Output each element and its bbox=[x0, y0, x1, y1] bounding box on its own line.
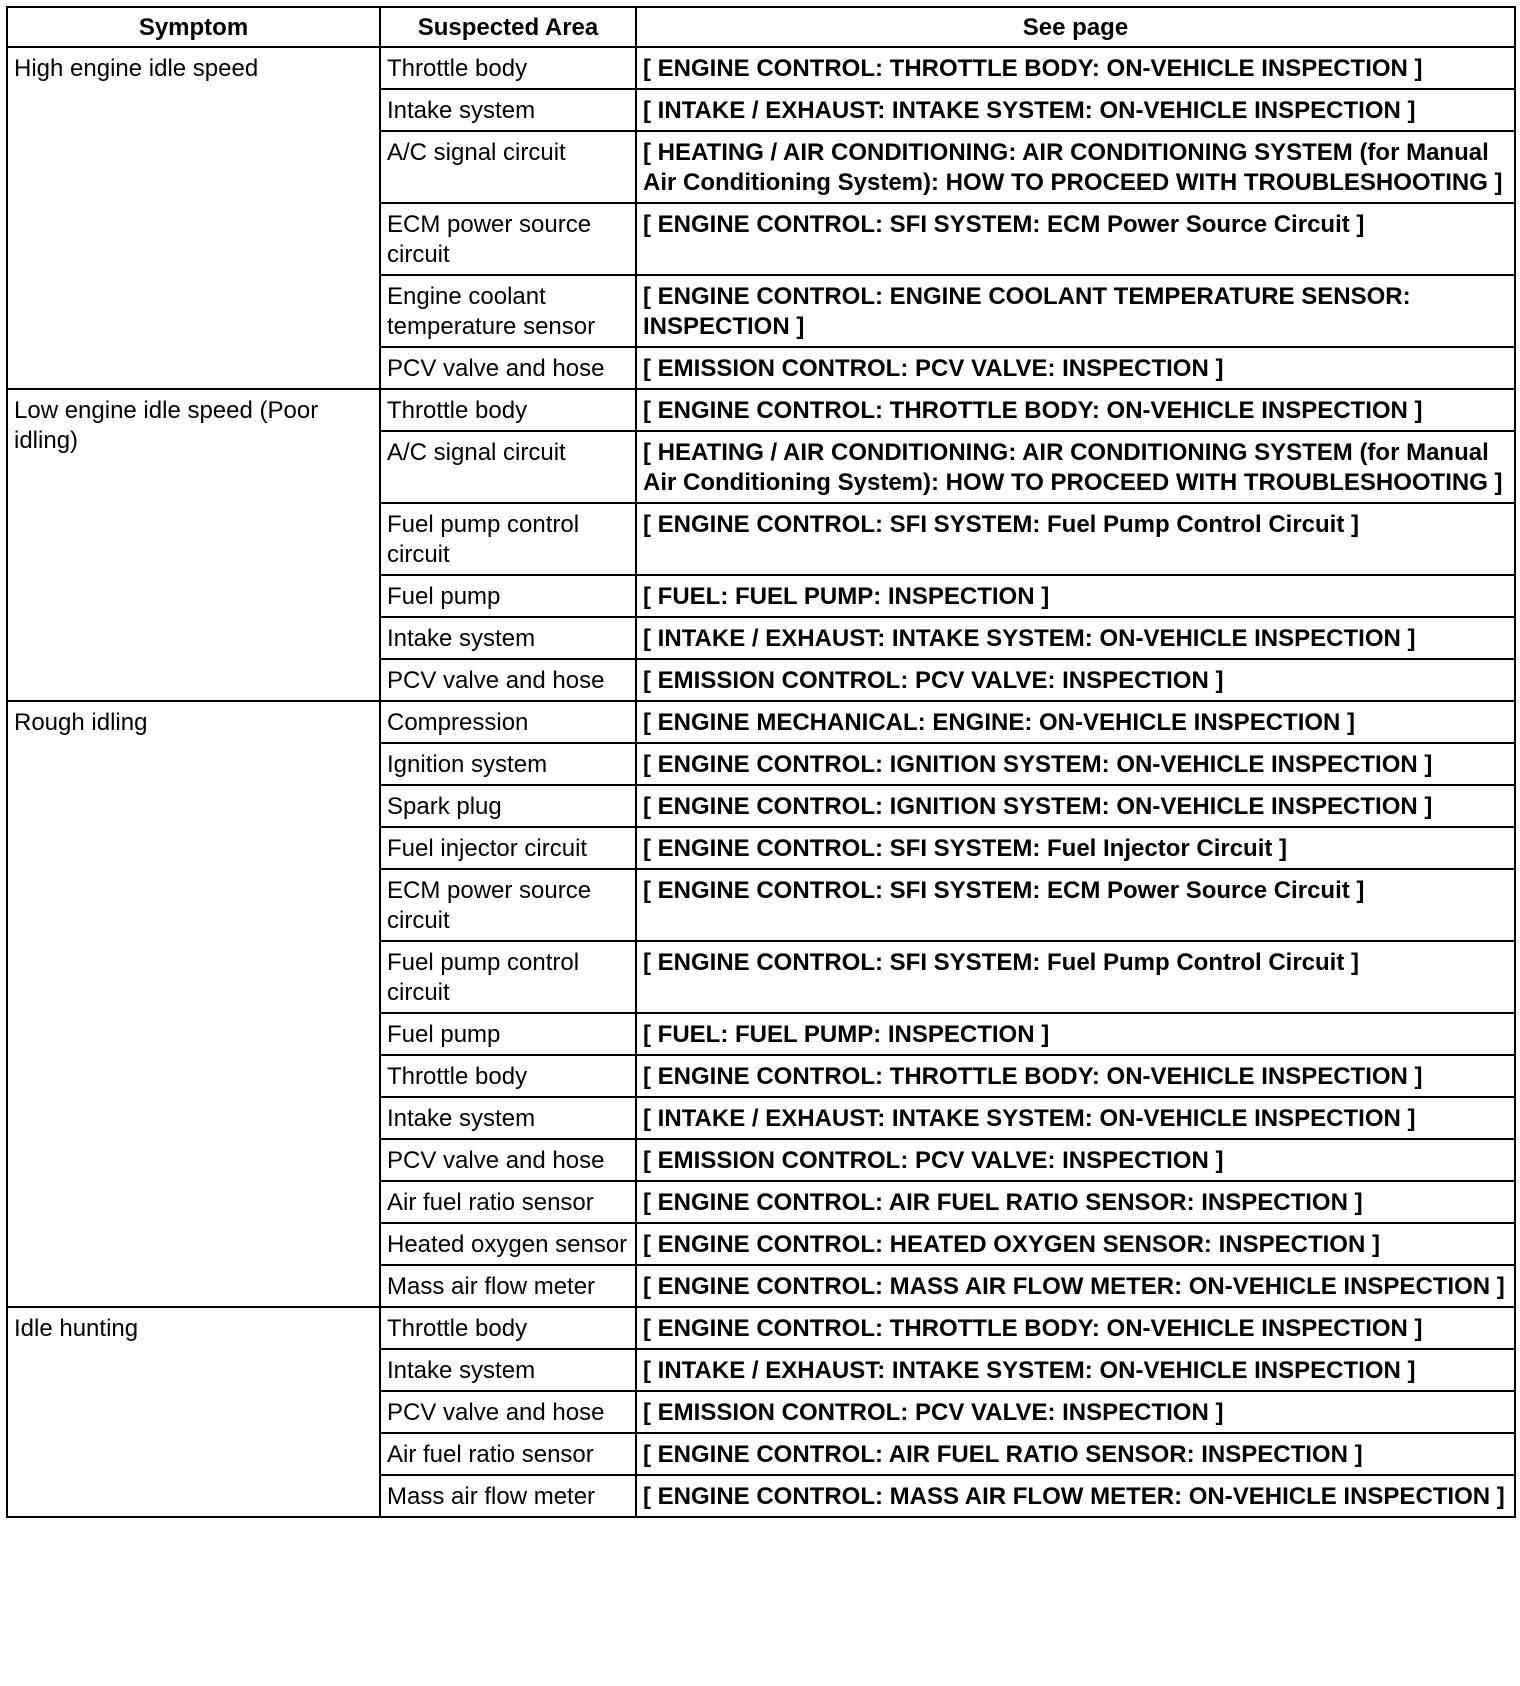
table-body bbox=[7, 47, 1515, 1517]
see-page-reference-link[interactable]: [ INTAKE / EXHAUST: INTAKE SYSTEM: ON-VEHICLE INSPECTION ] bbox=[636, 1097, 1515, 1139]
suspected-area-cell: PCV valve and hose bbox=[380, 659, 636, 701]
see-page-reference-link[interactable]: [ INTAKE / EXHAUST: INTAKE SYSTEM: ON-VEHICLE INSPECTION ] bbox=[636, 1349, 1515, 1391]
suspected-area-cell: Throttle body bbox=[380, 389, 636, 431]
see-page-reference-link[interactable]: [ EMISSION CONTROL: PCV VALVE: INSPECTION ] bbox=[636, 1139, 1515, 1181]
see-page-reference-link[interactable]: [ ENGINE CONTROL: IGNITION SYSTEM: ON-VEHICLE INSPECTION ] bbox=[636, 785, 1515, 827]
see-page-reference-link[interactable]: [ ENGINE CONTROL: AIR FUEL RATIO SENSOR: INSPECTION ] bbox=[636, 1181, 1515, 1223]
see-page-reference-link[interactable]: [ ENGINE CONTROL: SFI SYSTEM: ECM Power Source Circuit ] bbox=[636, 203, 1515, 275]
suspected-area-cell: PCV valve and hose bbox=[380, 1139, 636, 1181]
see-page-reference-link[interactable]: [ EMISSION CONTROL: PCV VALVE: INSPECTION ] bbox=[636, 1391, 1515, 1433]
see-page-reference-link[interactable]: [ ENGINE CONTROL: THROTTLE BODY: ON-VEHICLE INSPECTION ] bbox=[636, 47, 1515, 89]
suspected-area-cell: Compression bbox=[380, 701, 636, 743]
suspected-area-cell: Air fuel ratio sensor bbox=[380, 1433, 636, 1475]
table-row bbox=[7, 1307, 1515, 1349]
suspected-area-cell: Intake system bbox=[380, 89, 636, 131]
suspected-area-cell: Air fuel ratio sensor bbox=[380, 1181, 636, 1223]
see-page-reference-link[interactable]: [ FUEL: FUEL PUMP: INSPECTION ] bbox=[636, 1013, 1515, 1055]
see-page-reference-link[interactable]: [ ENGINE CONTROL: SFI SYSTEM: Fuel Pump Control Circuit ] bbox=[636, 503, 1515, 575]
suspected-area-cell: A/C signal circuit bbox=[380, 431, 636, 503]
table-row bbox=[7, 47, 1515, 89]
see-page-reference-link[interactable]: [ ENGINE CONTROL: HEATED OXYGEN SENSOR: INSPECTION ] bbox=[636, 1223, 1515, 1265]
see-page-reference-link[interactable]: [ ENGINE CONTROL: THROTTLE BODY: ON-VEHICLE INSPECTION ] bbox=[636, 389, 1515, 431]
see-page-reference-link[interactable]: [ INTAKE / EXHAUST: INTAKE SYSTEM: ON-VEHICLE INSPECTION ] bbox=[636, 617, 1515, 659]
see-page-reference-link[interactable]: [ ENGINE CONTROL: THROTTLE BODY: ON-VEHICLE INSPECTION ] bbox=[636, 1055, 1515, 1097]
suspected-area-cell: Spark plug bbox=[380, 785, 636, 827]
see-page-reference-link[interactable]: [ ENGINE CONTROL: SFI SYSTEM: ECM Power Source Circuit ] bbox=[636, 869, 1515, 941]
see-page-reference-link[interactable]: [ ENGINE CONTROL: MASS AIR FLOW METER: ON-VEHICLE INSPECTION ] bbox=[636, 1265, 1515, 1307]
suspected-area-cell: Engine coolant temperature sensor bbox=[380, 275, 636, 347]
see-page-reference-link[interactable]: [ EMISSION CONTROL: PCV VALVE: INSPECTION ] bbox=[636, 347, 1515, 389]
suspected-area-cell: Ignition system bbox=[380, 743, 636, 785]
suspected-area-cell: Fuel injector circuit bbox=[380, 827, 636, 869]
suspected-area-cell: Intake system bbox=[380, 1349, 636, 1391]
see-page-reference-link[interactable]: [ ENGINE MECHANICAL: ENGINE: ON-VEHICLE INSPECTION ] bbox=[636, 701, 1515, 743]
suspected-area-cell: Mass air flow meter bbox=[380, 1265, 636, 1307]
suspected-area-cell: Mass air flow meter bbox=[380, 1475, 636, 1517]
suspected-area-cell: Heated oxygen sensor bbox=[380, 1223, 636, 1265]
header-see-page: See page bbox=[636, 7, 1515, 47]
suspected-area-cell: Throttle body bbox=[380, 47, 636, 89]
see-page-reference-link[interactable]: [ ENGINE CONTROL: IGNITION SYSTEM: ON-VEHICLE INSPECTION ] bbox=[636, 743, 1515, 785]
see-page-reference-link[interactable]: [ ENGINE CONTROL: SFI SYSTEM: Fuel Injector Circuit ] bbox=[636, 827, 1515, 869]
suspected-area-cell: Intake system bbox=[380, 1097, 636, 1139]
suspected-area-cell: Throttle body bbox=[380, 1307, 636, 1349]
table-row bbox=[7, 701, 1515, 743]
symptom-cell: Low engine idle speed (Poor idling) bbox=[7, 389, 380, 701]
see-page-reference-link[interactable]: [ HEATING / AIR CONDITIONING: AIR CONDITIONING SYSTEM (for Manual Air Conditioning System): HOW TO PROCEED WITH TROUBLESHOOTING ] bbox=[636, 431, 1515, 503]
suspected-area-cell: Fuel pump bbox=[380, 1013, 636, 1055]
troubleshooting-table bbox=[6, 6, 1516, 1518]
symptom-cell: High engine idle speed bbox=[7, 47, 380, 389]
header-symptom: Symptom bbox=[7, 7, 380, 47]
suspected-area-cell: ECM power source circuit bbox=[380, 869, 636, 941]
header-suspected-area: Suspected Area bbox=[380, 7, 636, 47]
see-page-reference-link[interactable]: [ ENGINE CONTROL: MASS AIR FLOW METER: ON-VEHICLE INSPECTION ] bbox=[636, 1475, 1515, 1517]
suspected-area-cell: ECM power source circuit bbox=[380, 203, 636, 275]
table-row bbox=[7, 389, 1515, 431]
suspected-area-cell: PCV valve and hose bbox=[380, 347, 636, 389]
symptom-cell: Idle hunting bbox=[7, 1307, 380, 1517]
see-page-reference-link[interactable]: [ ENGINE CONTROL: THROTTLE BODY: ON-VEHICLE INSPECTION ] bbox=[636, 1307, 1515, 1349]
see-page-reference-link[interactable]: [ EMISSION CONTROL: PCV VALVE: INSPECTION ] bbox=[636, 659, 1515, 701]
symptom-cell: Rough idling bbox=[7, 701, 380, 1307]
see-page-reference-link[interactable]: [ FUEL: FUEL PUMP: INSPECTION ] bbox=[636, 575, 1515, 617]
suspected-area-cell: Fuel pump control circuit bbox=[380, 503, 636, 575]
suspected-area-cell: A/C signal circuit bbox=[380, 131, 636, 203]
see-page-reference-link[interactable]: [ INTAKE / EXHAUST: INTAKE SYSTEM: ON-VEHICLE INSPECTION ] bbox=[636, 89, 1515, 131]
see-page-reference-link[interactable]: [ ENGINE CONTROL: AIR FUEL RATIO SENSOR: INSPECTION ] bbox=[636, 1433, 1515, 1475]
suspected-area-cell: Throttle body bbox=[380, 1055, 636, 1097]
suspected-area-cell: Intake system bbox=[380, 617, 636, 659]
table-header-row bbox=[7, 7, 1515, 47]
suspected-area-cell: Fuel pump control circuit bbox=[380, 941, 636, 1013]
see-page-reference-link[interactable]: [ ENGINE CONTROL: SFI SYSTEM: Fuel Pump Control Circuit ] bbox=[636, 941, 1515, 1013]
suspected-area-cell: Fuel pump bbox=[380, 575, 636, 617]
suspected-area-cell: PCV valve and hose bbox=[380, 1391, 636, 1433]
document-page bbox=[6, 6, 1516, 1518]
see-page-reference-link[interactable]: [ ENGINE CONTROL: ENGINE COOLANT TEMPERATURE SENSOR: INSPECTION ] bbox=[636, 275, 1515, 347]
see-page-reference-link[interactable]: [ HEATING / AIR CONDITIONING: AIR CONDITIONING SYSTEM (for Manual Air Conditioning System): HOW TO PROCEED WITH TROUBLESHOOTING ] bbox=[636, 131, 1515, 203]
